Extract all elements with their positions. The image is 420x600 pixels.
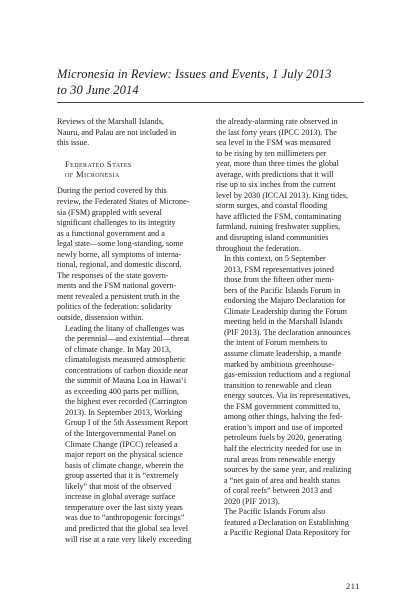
text-line: 2020 (PIF 2013). bbox=[224, 496, 280, 506]
text-line: the highest ever recorded (Carrington bbox=[65, 397, 188, 407]
text-line: will rise at a rate very likely exceeding bbox=[65, 534, 192, 544]
text-line: increase in global average surface bbox=[65, 492, 176, 502]
text-line: Reviews of the Marshall Islands, bbox=[57, 117, 164, 126]
text-line: group asserted that it is “extremely bbox=[65, 471, 179, 481]
paragraph-climate-change bbox=[57, 324, 205, 545]
text-line: the already-alarming rate observed in bbox=[216, 117, 338, 126]
text-line: featured a Declaration on Establishing bbox=[224, 517, 349, 527]
paragraph-data-repository bbox=[216, 507, 364, 539]
text-line: the summit of Mauna Loa in Hawai‘i bbox=[65, 376, 187, 386]
text-line: of coral reefs” between 2013 and bbox=[224, 486, 332, 496]
section-heading bbox=[65, 159, 205, 180]
text-line: Group I of the 5th Assessment Report bbox=[65, 418, 189, 428]
text-line: the last forty years (IPCC 2013). The bbox=[216, 127, 337, 137]
text-line: a Pacific Regional Data Repository for bbox=[224, 528, 351, 538]
text-line: year, more than three times the global bbox=[216, 159, 339, 169]
paragraph-majuro-declaration bbox=[216, 254, 364, 507]
text-line: major report on the physical science bbox=[65, 450, 183, 460]
section-heading-line: Federated States bbox=[65, 158, 132, 169]
text-line: eration’s import and use of imported bbox=[224, 422, 343, 432]
text-line: Nauru, and Palau are not included in bbox=[57, 127, 177, 137]
text-line: to be rising by ten millimeters per bbox=[216, 148, 327, 158]
text-line: rise up to six inches from the current bbox=[216, 180, 336, 190]
paragraph-intro-note bbox=[57, 117, 205, 149]
text-line: average, with predictions that it will bbox=[216, 169, 334, 179]
text-line: The Pacific Islands Forum also bbox=[224, 507, 326, 517]
text-line: 2013). In September 2013, Working bbox=[65, 407, 183, 417]
text-line: likely” that most of the observed bbox=[65, 481, 172, 491]
running-head bbox=[57, 67, 367, 98]
text-line: level by 2030 (ICCAI 2013). King tides, bbox=[216, 190, 349, 200]
text-line: ments and the FSM national govern- bbox=[57, 281, 177, 291]
text-line: and predicted that the global sea level bbox=[65, 523, 189, 533]
text-line: politics of the federation: solidarity bbox=[57, 302, 172, 312]
text-line: farmland, ruining freshwater supplies, bbox=[216, 222, 341, 232]
text-line: endorsing the Majuro Declaration for bbox=[224, 296, 346, 306]
text-line: of climate change. In May 2013, bbox=[65, 344, 172, 354]
text-line: concentrations of carbon dioxide near bbox=[65, 365, 188, 375]
left-column bbox=[57, 117, 205, 545]
page-number: 211 bbox=[346, 582, 360, 591]
text-line: marked by ambitious greenhouse- bbox=[224, 359, 335, 369]
text-line: During the period covered by this bbox=[57, 186, 167, 196]
text-line: as exceeding 400 parts per million, bbox=[65, 386, 179, 396]
text-line: temperature over the last sixty years bbox=[65, 502, 183, 512]
text-line: transition to renewable and clean bbox=[224, 380, 332, 390]
text-line: and disrupting island communities bbox=[216, 233, 329, 243]
text-line: The responses of the state govern- bbox=[57, 270, 169, 280]
text-line: the FSM government committed to, bbox=[224, 401, 341, 411]
text-line: Leading the litany of challenges was bbox=[65, 323, 185, 333]
paragraph-sea-level bbox=[216, 117, 364, 254]
text-line: climatologists measured atmospheric bbox=[65, 355, 186, 365]
text-line: sources by the same year, and realizing bbox=[224, 465, 352, 475]
running-head-line-2: to 30 June 2014 bbox=[57, 82, 139, 97]
paragraph-fsm-overview bbox=[57, 186, 205, 323]
text-line: bers of the Pacific Islands Forum in bbox=[224, 285, 341, 295]
text-line: those from the fifteen other mem- bbox=[224, 275, 335, 285]
text-line: newly borne, all symptoms of interna- bbox=[57, 249, 182, 259]
text-line: a “net gain of area and health status bbox=[224, 475, 341, 485]
text-line: sia (FSM) grappled with several bbox=[57, 207, 162, 217]
text-line: basis of climate change, wherein the bbox=[65, 460, 184, 470]
text-line: assume climate leadership, a mantle bbox=[224, 349, 342, 359]
text-line: half the electricity needed for use in bbox=[224, 443, 342, 453]
text-line: meeting held in the Marshall Islands bbox=[224, 317, 343, 327]
text-line: Climate Change (IPCC) released a bbox=[65, 439, 178, 449]
text-line: energy sources. Via its representatives, bbox=[224, 391, 351, 401]
text-line: petroleum fuels by 2020, generating bbox=[224, 433, 342, 443]
section-heading-line: of Micronesia bbox=[65, 169, 120, 180]
text-line: (PIF 2013). The declaration announces bbox=[224, 327, 351, 337]
header-rule bbox=[57, 102, 364, 103]
text-line: storm surges, and coastal flooding bbox=[216, 201, 328, 211]
text-line: among other things, halving the fed- bbox=[224, 412, 343, 422]
text-line: was due to “anthropogenic forcings” bbox=[65, 513, 185, 523]
text-line: this issue. bbox=[57, 138, 90, 148]
text-line: review, the Federated States of Microne- bbox=[57, 197, 190, 206]
text-line: the perennial—and existential—threat bbox=[65, 334, 190, 344]
text-line: 2013, FSM representatives joined bbox=[224, 264, 334, 274]
text-line: rural areas from renewable energy bbox=[224, 454, 336, 464]
right-column bbox=[216, 117, 364, 539]
text-line: as a functional government and a bbox=[57, 228, 165, 238]
text-line: legal state—some long-standing, some bbox=[57, 239, 184, 249]
text-line: sea level in the FSM was measured bbox=[216, 138, 331, 148]
text-line: throughout the federation. bbox=[216, 243, 301, 253]
text-line: In this context, on 5 September bbox=[224, 254, 326, 264]
text-line: the intent of Forum members to bbox=[224, 338, 328, 348]
text-line: gas-emission reductions and a regional bbox=[224, 370, 351, 380]
text-line: tional, regional, and domestic discord. bbox=[57, 260, 182, 270]
text-line: Climate Leadership during the Forum bbox=[224, 306, 347, 316]
running-head-line-1: Micronesia in Review: Issues and Events, 1 July 2013 bbox=[57, 67, 332, 81]
text-line: outside, dissension within. bbox=[57, 313, 144, 323]
text-line: have afflicted the FSM, contaminating bbox=[216, 211, 342, 221]
text-line: significant challenges to its integrity bbox=[57, 218, 176, 228]
text-line: of the Intergovernmental Panel on bbox=[65, 429, 177, 439]
text-line: ment revealed a persistent truth in the bbox=[57, 291, 180, 301]
